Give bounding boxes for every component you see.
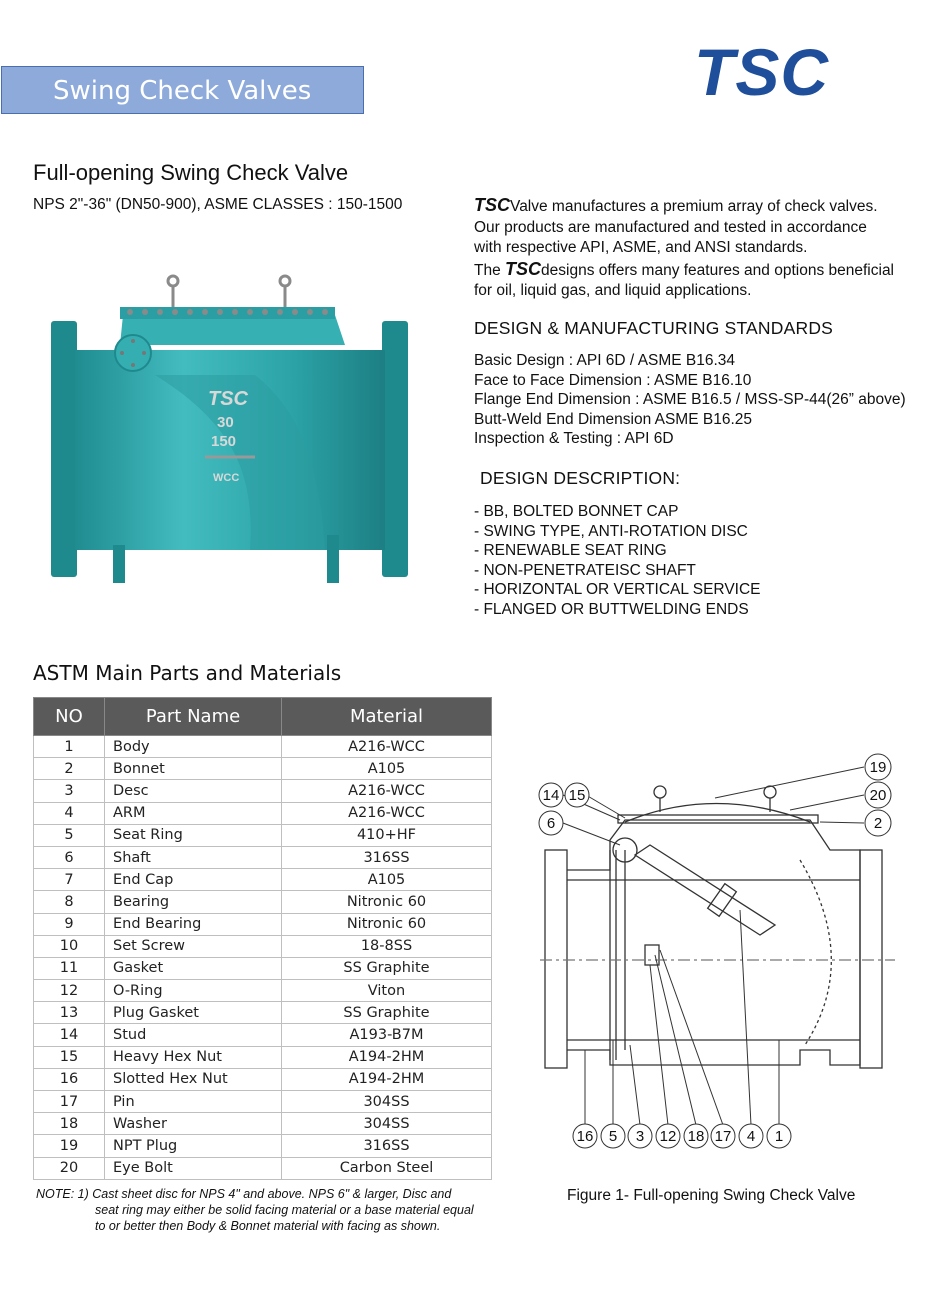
standard-item: Inspection & Testing : API 6D <box>474 430 674 447</box>
material-cell: A216-WCC <box>282 780 492 802</box>
table-row <box>34 1002 492 1024</box>
part-name-cell: Desc <box>105 780 282 802</box>
material-cell: Viton <box>282 980 492 1002</box>
material-cell: SS Graphite <box>282 957 492 979</box>
part-number-cell: 17 <box>34 1091 105 1113</box>
material-cell: 304SS <box>282 1113 492 1135</box>
intro-brand: TSC <box>505 258 542 279</box>
table-row <box>34 891 492 913</box>
valve-marking-class: 150 <box>211 433 237 450</box>
part-name-cell: Gasket <box>105 957 282 979</box>
material-cell: Nitronic 60 <box>282 913 492 935</box>
valve-marking-size: 30 <box>217 414 234 431</box>
callout-label: 2 <box>873 815 883 832</box>
callout-label: 20 <box>869 787 887 804</box>
standard-item: Face to Face Dimension : ASME B16.10 <box>474 371 752 389</box>
page-title: Full-opening Swing Check Valve <box>33 160 349 185</box>
table-row <box>34 1068 492 1090</box>
part-name-cell: Bonnet <box>105 758 282 780</box>
valve-marking-brand: TSC <box>208 388 248 410</box>
valve-render-image <box>45 265 415 590</box>
standard-item: Basic Design : API 6D / ASME B16.34 <box>474 352 736 369</box>
standards-heading: DESIGN & MANUFACTURING STANDARDS <box>474 318 834 338</box>
part-name-cell: Washer <box>105 1113 282 1135</box>
figure-caption: Figure 1- Full-opening Swing Check Valve <box>567 1187 856 1204</box>
part-name-cell: Slotted Hex Nut <box>105 1068 282 1090</box>
intro-line: Valve manufactures a premium array of check valves. <box>510 198 878 215</box>
table-row <box>34 1135 492 1157</box>
part-number-cell: 10 <box>34 935 105 957</box>
part-number-cell: 2 <box>34 758 105 780</box>
intro-paragraph <box>474 195 924 302</box>
part-number-cell: 3 <box>34 780 105 802</box>
table-row <box>34 758 492 780</box>
material-cell: Nitronic 60 <box>282 891 492 913</box>
table-row <box>34 1046 492 1068</box>
note-line: seat ring may either be solid facing material or a base material equal <box>95 1203 474 1217</box>
part-name-cell: Plug Gasket <box>105 1002 282 1024</box>
intro-brand: TSC <box>474 195 510 215</box>
part-name-cell: Eye Bolt <box>105 1157 282 1179</box>
table-row <box>34 1024 492 1046</box>
part-number-cell: 20 <box>34 1157 105 1179</box>
note-line: NOTE: 1) Cast sheet disc for NPS 4" and above. NPS 6" & larger, Disc and <box>36 1187 452 1201</box>
valve-marking-flow: WCC <box>213 472 240 484</box>
part-number-cell: 9 <box>34 913 105 935</box>
part-name-cell: Heavy Hex Nut <box>105 1046 282 1068</box>
part-number-cell: 4 <box>34 802 105 824</box>
part-number-cell: 15 <box>34 1046 105 1068</box>
intro-line: The <box>474 261 506 279</box>
part-name-cell: End Cap <box>105 869 282 891</box>
part-number-cell: 19 <box>34 1135 105 1157</box>
description-item: - BB, BOLTED BONNET CAP <box>474 503 679 520</box>
part-name-cell: Body <box>105 736 282 758</box>
part-number-cell: 6 <box>34 846 105 868</box>
header-no: NO <box>34 698 105 736</box>
valve-cross-section-drawing <box>530 750 900 1155</box>
callout-label: 18 <box>687 1128 705 1145</box>
banner-title: Swing Check Valves <box>1 66 364 114</box>
material-cell: A216-WCC <box>282 736 492 758</box>
header-material: Material <box>282 698 492 736</box>
table-row <box>34 913 492 935</box>
footnote <box>36 1186 506 1234</box>
callout-label: 19 <box>869 759 887 776</box>
part-number-cell: 1 <box>34 736 105 758</box>
table-row <box>34 869 492 891</box>
intro-line: with respective API, ASME, and ANSI standards. <box>474 239 808 256</box>
callout-label: 6 <box>546 815 556 832</box>
tsc-logo: TSC <box>694 35 829 109</box>
table-row <box>34 1157 492 1179</box>
intro-line: for oil, liquid gas, and liquid applications. <box>474 282 752 299</box>
callout-label: 3 <box>635 1128 645 1145</box>
part-name-cell: End Bearing <box>105 913 282 935</box>
table-row <box>34 824 492 846</box>
material-cell: A194-2HM <box>282 1046 492 1068</box>
part-number-cell: 5 <box>34 824 105 846</box>
part-number-cell: 7 <box>34 869 105 891</box>
description-heading: DESIGN DESCRIPTION: <box>480 468 681 488</box>
table-header-row <box>34 698 492 736</box>
part-number-cell: 13 <box>34 1002 105 1024</box>
material-cell: A216-WCC <box>282 802 492 824</box>
material-cell: A193-B7M <box>282 1024 492 1046</box>
part-name-cell: Shaft <box>105 846 282 868</box>
callout-label: 1 <box>774 1128 784 1145</box>
table-row <box>34 736 492 758</box>
parts-title: ASTM Main Parts and Materials <box>33 661 342 685</box>
intro-line: designs offers many features and options beneficial <box>541 261 895 279</box>
note-line: to or better then Body & Bonnet material with facing as shown. <box>95 1219 441 1233</box>
table-row <box>34 957 492 979</box>
material-cell: Carbon Steel <box>282 1157 492 1179</box>
material-cell: 304SS <box>282 1091 492 1113</box>
table-row <box>34 802 492 824</box>
description-item: - SWING TYPE, ANTI-ROTATION DISC <box>474 522 748 540</box>
callout-label: 15 <box>568 787 586 804</box>
part-name-cell: NPT Plug <box>105 1135 282 1157</box>
material-cell: A194-2HM <box>282 1068 492 1090</box>
description-item: - RENEWABLE SEAT RING <box>474 542 667 559</box>
part-number-cell: 11 <box>34 957 105 979</box>
part-name-cell: Pin <box>105 1091 282 1113</box>
part-number-cell: 8 <box>34 891 105 913</box>
intro-line: Our products are manufactured and tested in accordance <box>474 218 867 236</box>
table-row <box>34 980 492 1002</box>
description-item: - HORIZONTAL OR VERTICAL SERVICE <box>474 581 761 598</box>
callout-label: 14 <box>542 787 560 804</box>
table-row <box>34 935 492 957</box>
material-cell: A105 <box>282 869 492 891</box>
part-number-cell: 16 <box>34 1068 105 1090</box>
table-row <box>34 1113 492 1135</box>
table-row <box>34 780 492 802</box>
material-cell: 316SS <box>282 1135 492 1157</box>
parts-table <box>33 697 492 1180</box>
callout-label: 5 <box>608 1128 618 1145</box>
callout-label: 17 <box>714 1128 732 1145</box>
material-cell: SS Graphite <box>282 1002 492 1024</box>
standards-list <box>474 351 906 449</box>
description-item: - NON-PENETRATEISC SHAFT <box>474 561 696 579</box>
part-number-cell: 12 <box>34 980 105 1002</box>
description-item: - FLANGED OR BUTTWELDING ENDS <box>474 600 749 618</box>
description-list <box>474 502 761 619</box>
material-cell: 18-8SS <box>282 935 492 957</box>
page-subtitle: NPS 2"-36" (DN50-900), ASME CLASSES : 150-1500 <box>33 196 403 213</box>
callout-label: 12 <box>659 1128 677 1145</box>
part-number-cell: 18 <box>34 1113 105 1135</box>
standard-item: Butt-Weld End Dimension ASME B16.25 <box>474 410 752 428</box>
standard-item: Flange End Dimension : ASME B16.5 / MSS-SP-44(26” above) <box>474 391 906 408</box>
header-part-name: Part Name <box>105 698 282 736</box>
callout-label: 4 <box>746 1128 756 1145</box>
part-name-cell: ARM <box>105 802 282 824</box>
part-name-cell: Bearing <box>105 891 282 913</box>
part-name-cell: Set Screw <box>105 935 282 957</box>
table-row <box>34 1091 492 1113</box>
part-name-cell: Stud <box>105 1024 282 1046</box>
part-name-cell: O-Ring <box>105 980 282 1002</box>
callout-label: 16 <box>576 1128 594 1145</box>
part-number-cell: 14 <box>34 1024 105 1046</box>
material-cell: A105 <box>282 758 492 780</box>
material-cell: 316SS <box>282 846 492 868</box>
part-name-cell: Seat Ring <box>105 824 282 846</box>
table-row <box>34 846 492 868</box>
material-cell: 410+HF <box>282 824 492 846</box>
